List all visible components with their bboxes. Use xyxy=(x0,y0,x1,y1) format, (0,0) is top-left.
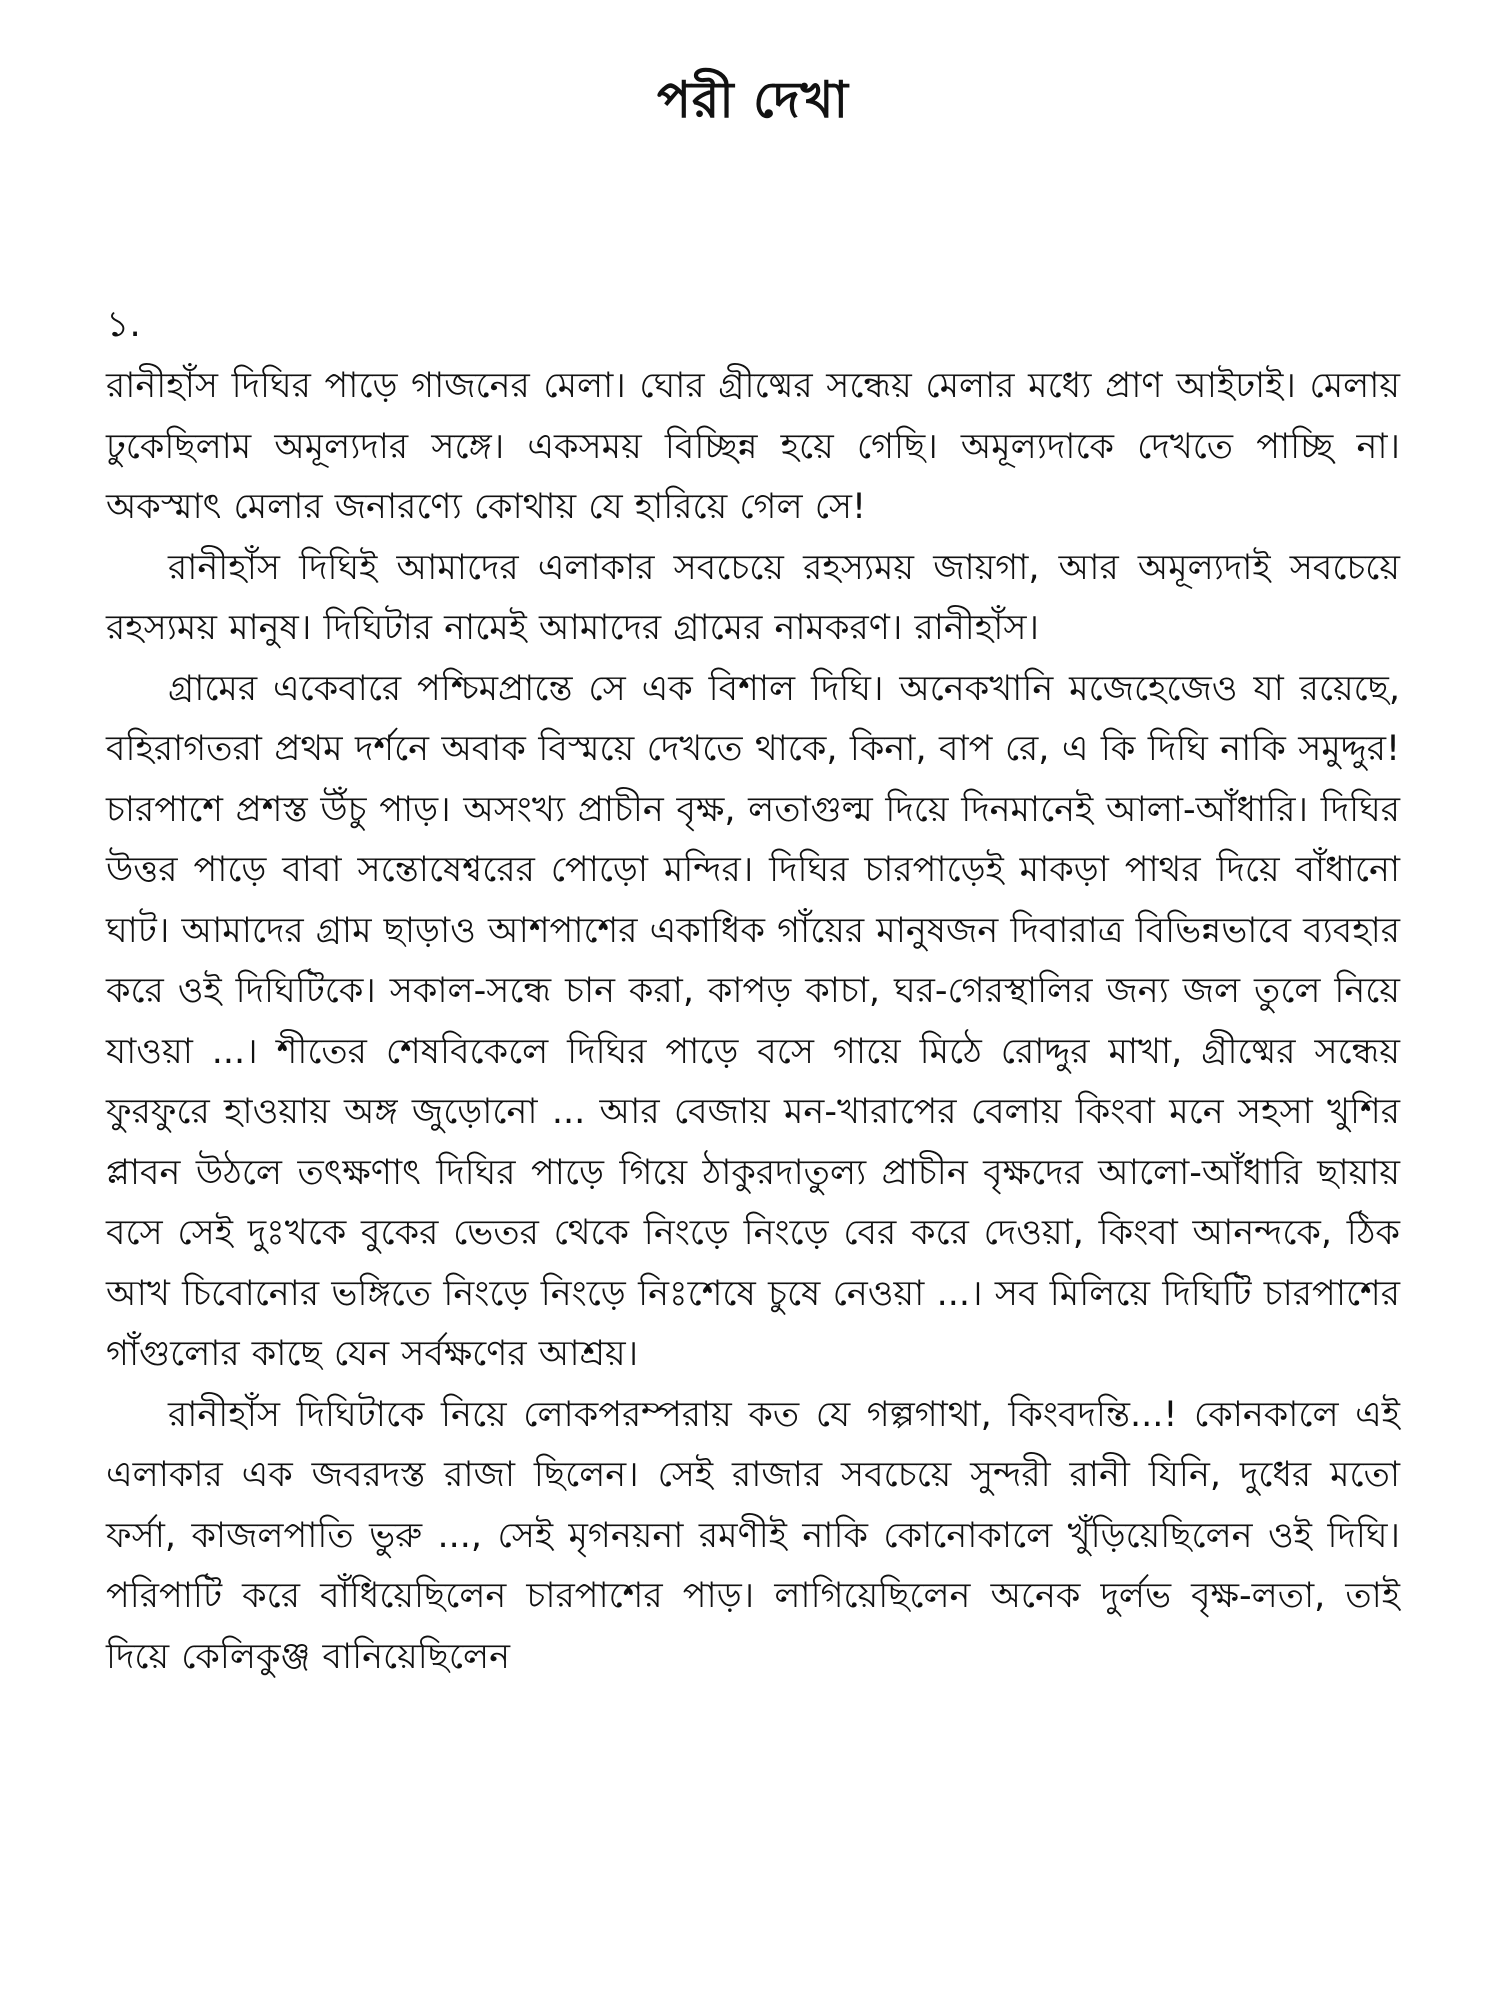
paragraph-3: গ্রামের একেবারে পশ্চিমপ্রান্তে সে এক বিশাল দিঘি। অনেকখানি মজেহেজেও যা রয়েছে, বহিরাগতরা প্রথম দর্শনে অবাক বিস্ময়ে দেখতে থাকে, কিনা, বাপ রে, এ কি দিঘি নাকি সমুদ্দুর! চারপাশে প্রশস্ত উঁচু পাড়। অসংখ্য প্রাচীন বৃক্ষ, লতাগুল্ম দিয়ে দিনমানেই আলা-আঁধারি। দিঘির উত্তর পাড়ে বাবা সন্তোষেশ্বরের পোড়ো মন্দির। দিঘির চারপাড়েই মাকড়া পাথর দিয়ে বাঁধানো ঘাট। আমাদের গ্রাম ছাড়াও আশপাশের একাধিক গাঁয়ের মানুষজন দিবারাত্র বিভিন্নভাবে ব্যবহার করে ওই দিঘিটিকে। সকাল-সন্ধে চান করা, কাপড় কাচা, ঘর-গেরস্থালির জন্য জল তুলে নিয়ে যাওয়া ...। শীতের শেষবিকেলে দিঘির পাড়ে বসে গায়ে মিঠে রোদ্দুর মাখা, গ্রীষ্মের সন্ধেয় ফুরফুরে হাওয়ায় অঙ্গ জুড়োনো ... আর বেজায় মন-খারাপের বেলায় কিংবা মনে সহসা খুশির প্লাবন উঠলে তৎক্ষণাৎ দিঘির পাড়ে গিয়ে ঠাকুরদাতুল্য প্রাচীন বৃক্ষদের আলো-আঁধারি ছায়ায় বসে সেই দুঃখকে বুকের ভেতর থেকে নিংড়ে নিংড়ে বের করে দেওয়া, কিংবা আনন্দকে, ঠিক আখ চিবোনোর ভঙ্গিতে নিংড়ে নিংড়ে নিঃশেষে চুষে নেওয়া ...। সব মিলিয়ে দিঘিটি চারপাশের গাঁগুলোর কাছে যেন সর্বক্ষণের আশ্রয়। xyxy=(106,668,1401,1374)
paragraph-2: রানীহাঁস দিঘিই আমাদের এলাকার সবচেয়ে রহস্যময় জায়গা, আর অমূল্যদাই সবচেয়ে রহস্যময় মানুষ। দিঘিটার নামেই আমাদের গ্রামের নামকরণ। রানীহাঁস। xyxy=(106,547,1400,648)
body-text xyxy=(106,356,1400,1687)
page-title: পরী দেখা xyxy=(656,71,850,129)
chapter-number: ১. xyxy=(106,304,141,345)
paragraph-1: রানীহাঁস দিঘির পাড়ে গাজনের মেলা। ঘোর গ্রীষ্মের সন্ধেয় মেলার মধ্যে প্রাণ আইঢাই। মেলায় ঢুকেছিলাম অমূল্যদার সঙ্গে। একসময় বিচ্ছিন্ন হয়ে গেছি। অমূল্যদাকে দেখতে পাচ্ছি না। অকস্মাৎ মেলার জনারণ্যে কোথায় যে হারিয়ে গেল সে! xyxy=(106,366,1400,527)
paragraph-4: রানীহাঁস দিঘিটাকে নিয়ে লোকপরম্পরায় কত যে গল্পগাথা, কিংবদন্তি...! কোনকালে এই এলাকার এক জবরদস্ত রাজা ছিলেন। সেই রাজার সবচেয়ে সুন্দরী রানী যিনি, দুধের মতো ফর্সা, কাজলপাতি ভুরু ..., সেই মৃগনয়না রমণীই নাকি কোনোকালে খুঁড়িয়েছিলেন ওই দিঘি। পরিপাটি করে বাঁধিয়েছিলেন চারপাশের পাড়। লাগিয়েছিলেন অনেক দুর্লভ বৃক্ষ-লতা, তাই দিয়ে কেলিকুঞ্জ বানিয়েছিলেন xyxy=(106,1394,1400,1677)
